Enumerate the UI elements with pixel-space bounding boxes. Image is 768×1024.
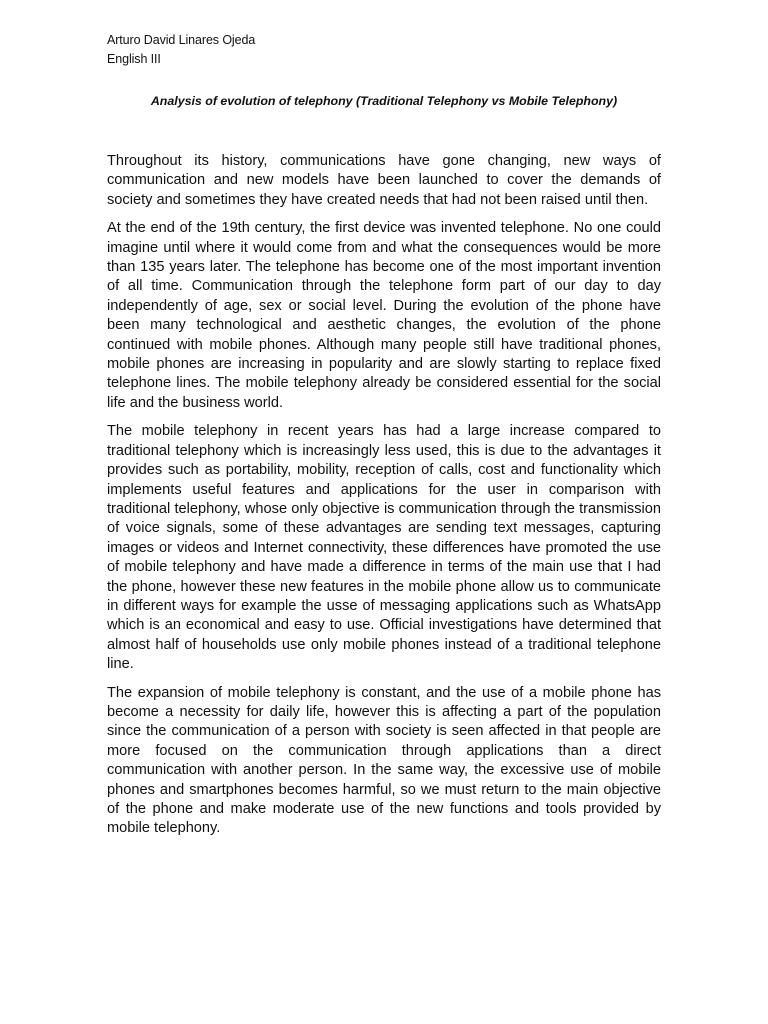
document-header	[107, 31, 255, 69]
course-name: English III	[107, 52, 161, 66]
document-title: Analysis of evolution of telephony (Traditional Telephony vs Mobile Telephony)	[150, 94, 618, 108]
paragraph-3: The mobile telephony in recent years has had a large increase compared to traditional telephony which is increasingly less used, this is due to the advantages it provides such as portability, mobility, reception of calls, cost and functionality which implements useful features and applications for the user in comparison with traditional telephony, whose only objective is communication through the transmission of voice signals, some of these advantages are sending text messages, capturing images or videos and Internet connectivity, these differences have promoted the use of mobile telephony and have made a difference in terms of the main use that I had the phone, however these new features in the mobile phone allow us to communicate in different ways for example the usse of messaging applications such as WhatsApp which is an economical and easy to use. Official investigations have determined that almost half of households use only mobile phones instead of a traditional telephone line.	[107, 423, 661, 673]
document-body	[107, 152, 661, 848]
paragraph-2: At the end of the 19th century, the first device was invented telephone. No one could imagine until where it would come from and what the consequences would be more than 135 years later. The telephone has become one of the most important invention of all time. Communication through the telephone form part of our day to day independently of age, sex or social level. During the evolution of the phone have been many technological and aesthetic changes, the evolution of the phone continued with mobile phones. Although many people still have traditional phones, mobile phones are increasing in popularity and are slowly starting to replace fixed telephone lines. The mobile telephony already be considered essential for the social life and the business world.	[107, 220, 661, 411]
author-name: Arturo David Linares Ojeda	[107, 33, 256, 47]
paragraph-1: Throughout its history, communications have gone changing, new ways of communication and new models have been launched to cover the demands of society and sometimes they have created needs that had not been raised until then.	[107, 153, 661, 208]
paragraph-4: The expansion of mobile telephony is constant, and the use of a mobile phone has become a necessity for daily life, however this is affecting a part of the population since the communication of a person with society is seen affected in that people are more focused on the communication through applications than a direct communication with another person. In the same way, the excessive use of mobile phones and smartphones becomes harmful, so we must return to the main objective of the phone and make moderate use of the new functions and tools provided by mobile telephony.	[107, 684, 661, 837]
